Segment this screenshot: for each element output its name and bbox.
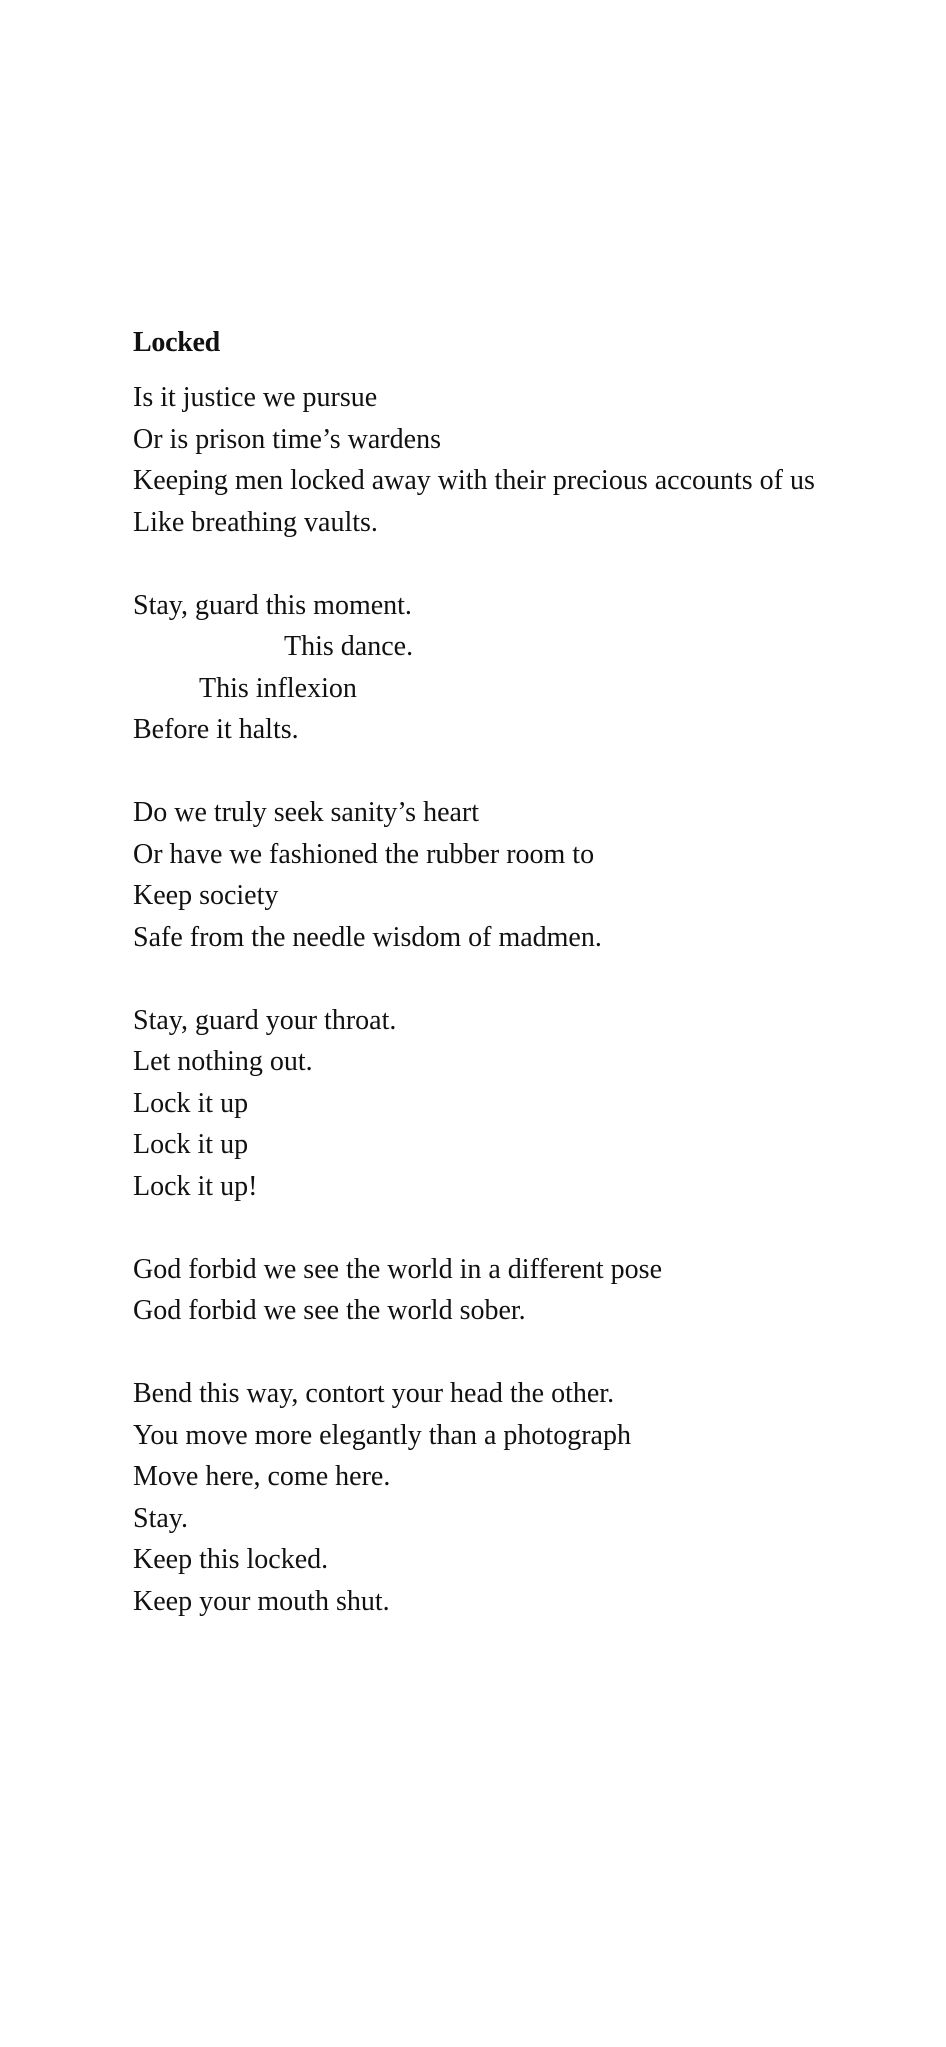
poem-line: Bend this way, contort your head the other.: [133, 1378, 615, 1409]
poem-page: [133, 325, 913, 1622]
poem-line: You move more elegantly than a photograph: [133, 1419, 631, 1451]
poem-line-indented: This inflexion: [199, 672, 357, 704]
poem-line: Like breathing vaults.: [133, 506, 378, 538]
stanza-break: [133, 1207, 913, 1249]
stanza-break: [133, 543, 913, 585]
poem-line: Stay, guard your throat.: [133, 1004, 397, 1036]
poem-line: Safe from the needle wisdom of madmen.: [133, 921, 602, 953]
stanza-2: [133, 585, 913, 751]
stanza-break: [133, 958, 913, 1000]
stanza-6: [133, 1373, 913, 1622]
poem-title: Locked: [133, 327, 220, 358]
poem-line: Stay, guard this moment.: [133, 589, 412, 621]
stanza-4: [133, 1000, 913, 1208]
poem-line: Before it halts.: [133, 714, 299, 745]
poem-line-indented: This dance.: [284, 631, 414, 662]
stanza-break: [133, 1332, 913, 1374]
poem-line: Do we truly seek sanity’s heart: [133, 797, 480, 828]
poem-line: Keeping men locked away with their precious accounts of us: [133, 465, 815, 496]
poem-line: Lock it up!: [133, 1170, 258, 1202]
poem-line: God forbid we see the world sober.: [133, 1295, 526, 1326]
poem-line: Lock it up: [133, 1129, 249, 1160]
poem-line: Stay.: [133, 1502, 188, 1534]
poem-line: Move here, come here.: [133, 1461, 391, 1492]
stanza-break: [133, 751, 913, 793]
stanza-3: [133, 792, 913, 958]
poem-line: Let nothing out.: [133, 1046, 313, 1077]
poem-line: Lock it up: [133, 1087, 249, 1119]
stanza-1: [133, 377, 913, 543]
poem-line: Or is prison time’s wardens: [133, 423, 441, 455]
poem-line: Keep your mouth shut.: [133, 1585, 390, 1617]
poem-line: Or have we fashioned the rubber room to: [133, 838, 595, 870]
poem-line: Keep society: [133, 880, 279, 911]
poem-line: Is it justice we pursue: [133, 382, 378, 413]
poem-line: Keep this locked.: [133, 1544, 329, 1575]
stanza-5: [133, 1249, 913, 1332]
poem-line: God forbid we see the world in a different pose: [133, 1253, 662, 1285]
